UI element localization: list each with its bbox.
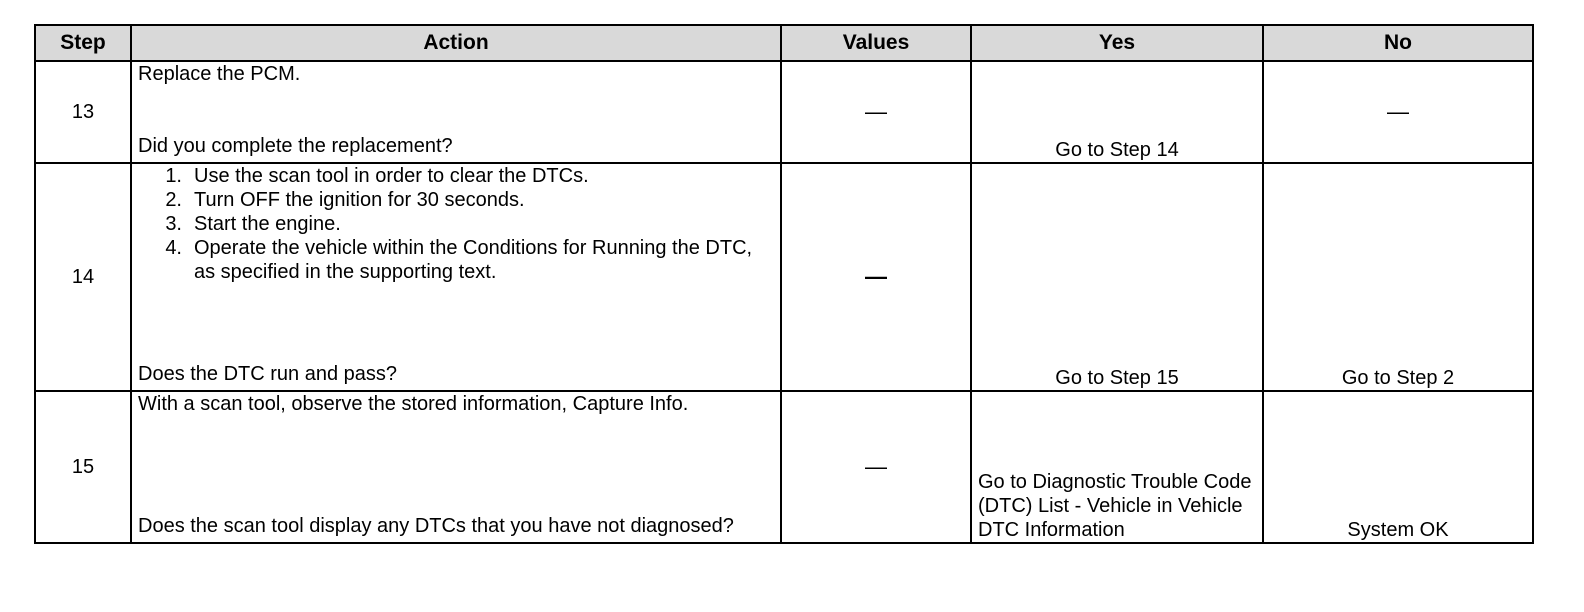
action-intro: With a scan tool, observe the stored information, Capture Info. (138, 393, 689, 415)
list-item: 2. Turn OFF the ignition for 30 seconds. (165, 189, 525, 211)
header-row (35, 25, 1533, 61)
list-item: 3. Start the engine. (165, 213, 341, 235)
values-cell (781, 163, 971, 391)
header-no: No (1263, 25, 1533, 61)
action-question: Does the scan tool display any DTCs that you have not diagnosed? (138, 515, 734, 537)
yes-cell: Go to Diagnostic Trouble Code (DTC) List - Vehicle in Vehicle DTC Information (971, 391, 1263, 543)
no-cell: Go to Step 2 (1263, 163, 1533, 391)
values-cell (781, 61, 971, 163)
header-yes: Yes (971, 25, 1263, 61)
action-cell (131, 391, 781, 543)
action-step-list (138, 164, 774, 284)
action-question: Did you complete the replacement? (138, 135, 453, 157)
step-number: 14 (35, 163, 131, 391)
step-number: 15 (35, 391, 131, 543)
header-action: Action (131, 25, 781, 61)
action-cell (131, 61, 781, 163)
step-number: 13 (35, 61, 131, 163)
list-item: 4. Operate the vehicle within the Conditions for Running the DTC, as specified in the supporting text. (165, 237, 753, 283)
table-row-step-15 (35, 391, 1533, 543)
table-row-step-13 (35, 61, 1533, 163)
values-cell (781, 391, 971, 543)
values-dash: — (865, 453, 887, 479)
values-dash: — (865, 263, 887, 289)
list-item: 1. Use the scan tool in order to clear the DTCs. (165, 165, 589, 187)
action-cell (131, 163, 781, 391)
yes-cell: Go to Step 15 (971, 163, 1263, 391)
no-cell (1263, 61, 1533, 163)
no-dash: — (1387, 98, 1409, 124)
yes-cell: Go to Step 14 (971, 61, 1263, 163)
no-cell: System OK (1263, 391, 1533, 543)
header-values: Values (781, 25, 971, 61)
diagnostic-table (34, 24, 1534, 544)
action-question: Does the DTC run and pass? (138, 363, 398, 385)
values-dash: — (865, 98, 887, 124)
table-row-step-14 (35, 163, 1533, 391)
header-step: Step (35, 25, 131, 61)
action-intro: Replace the PCM. (138, 63, 301, 85)
